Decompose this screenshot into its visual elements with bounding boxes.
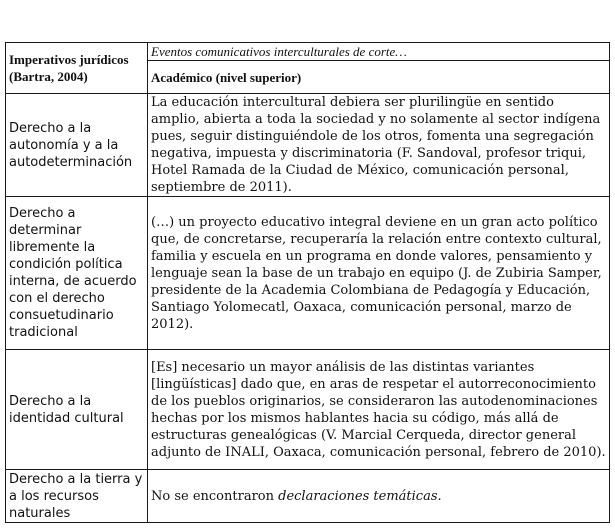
statement-text [148, 470, 610, 523]
statement-text: (…) un proyecto educativo integral deviene en un gran acto político que, de concretarse, recuperaría la relación entre contexto cultural, familia y escuela en un programa en donde valores, pensamiento y lenguaje sean la base de un trabajo en equipo (J. de Zubiria Samper, presidente de la Academia Colombiana de Pedagogía y Educación, Santiago Yolomecatl, Oaxaca, comunicación personal, marzo de 2012). [148, 197, 610, 350]
header-communicative-events: Eventos comunicativos interculturales de corte… [148, 43, 610, 61]
table-row [6, 197, 610, 350]
table-row [6, 470, 610, 523]
header-academic-level: Académico (nivel superior) [148, 61, 610, 94]
right-label: Derecho a la autonomía y a la autodeterminación [6, 94, 148, 197]
right-label: Derecho a la tierra y a los recursos naturales [6, 470, 148, 523]
right-label: Derecho a la identidad cultural [6, 350, 148, 470]
statement-text: La educación intercultural debiera ser plurilingüe en sentido amplio, abierta a toda la sociedad y no solamente al sector indígena pues, seguir distinguiéndole de los otros, fomenta una segregación negativa, impuesta y discriminatoria (F. Sandoval, profesor triqui, Hotel Ramada de la Ciudad de México, comunicación personal, septiembre de 2011). [148, 94, 610, 197]
statement-text: [Es] necesario un mayor análisis de las distintas variantes [lingüísticas] dado que, en aras de respetar el autorreconocimiento de los pueblos originarios, se consideraron las autodenominaciones hechas por los mismos hablantes hacia su código, más allá de estructuras genealógicas (V. Marcial Cerqueda, director general adjunto de INALI, Oaxaca, comunicación personal, febrero de 2010). [148, 350, 610, 470]
table-header-row [6, 43, 610, 61]
rights-table [5, 42, 610, 523]
table-row [6, 350, 610, 470]
statement-italic: declaraciones temáticas [278, 488, 438, 504]
statement-end: . [437, 488, 442, 504]
right-label: Derecho a determinar libremente la condición política interna, de acuerdo con el derecho consuetudinario tradicional [6, 197, 148, 350]
header-legal-imperatives: Imperativos jurídicos (Bartra, 2004) [6, 43, 148, 94]
table-row [6, 94, 610, 197]
statement-plain: No se encontraron [151, 488, 279, 504]
